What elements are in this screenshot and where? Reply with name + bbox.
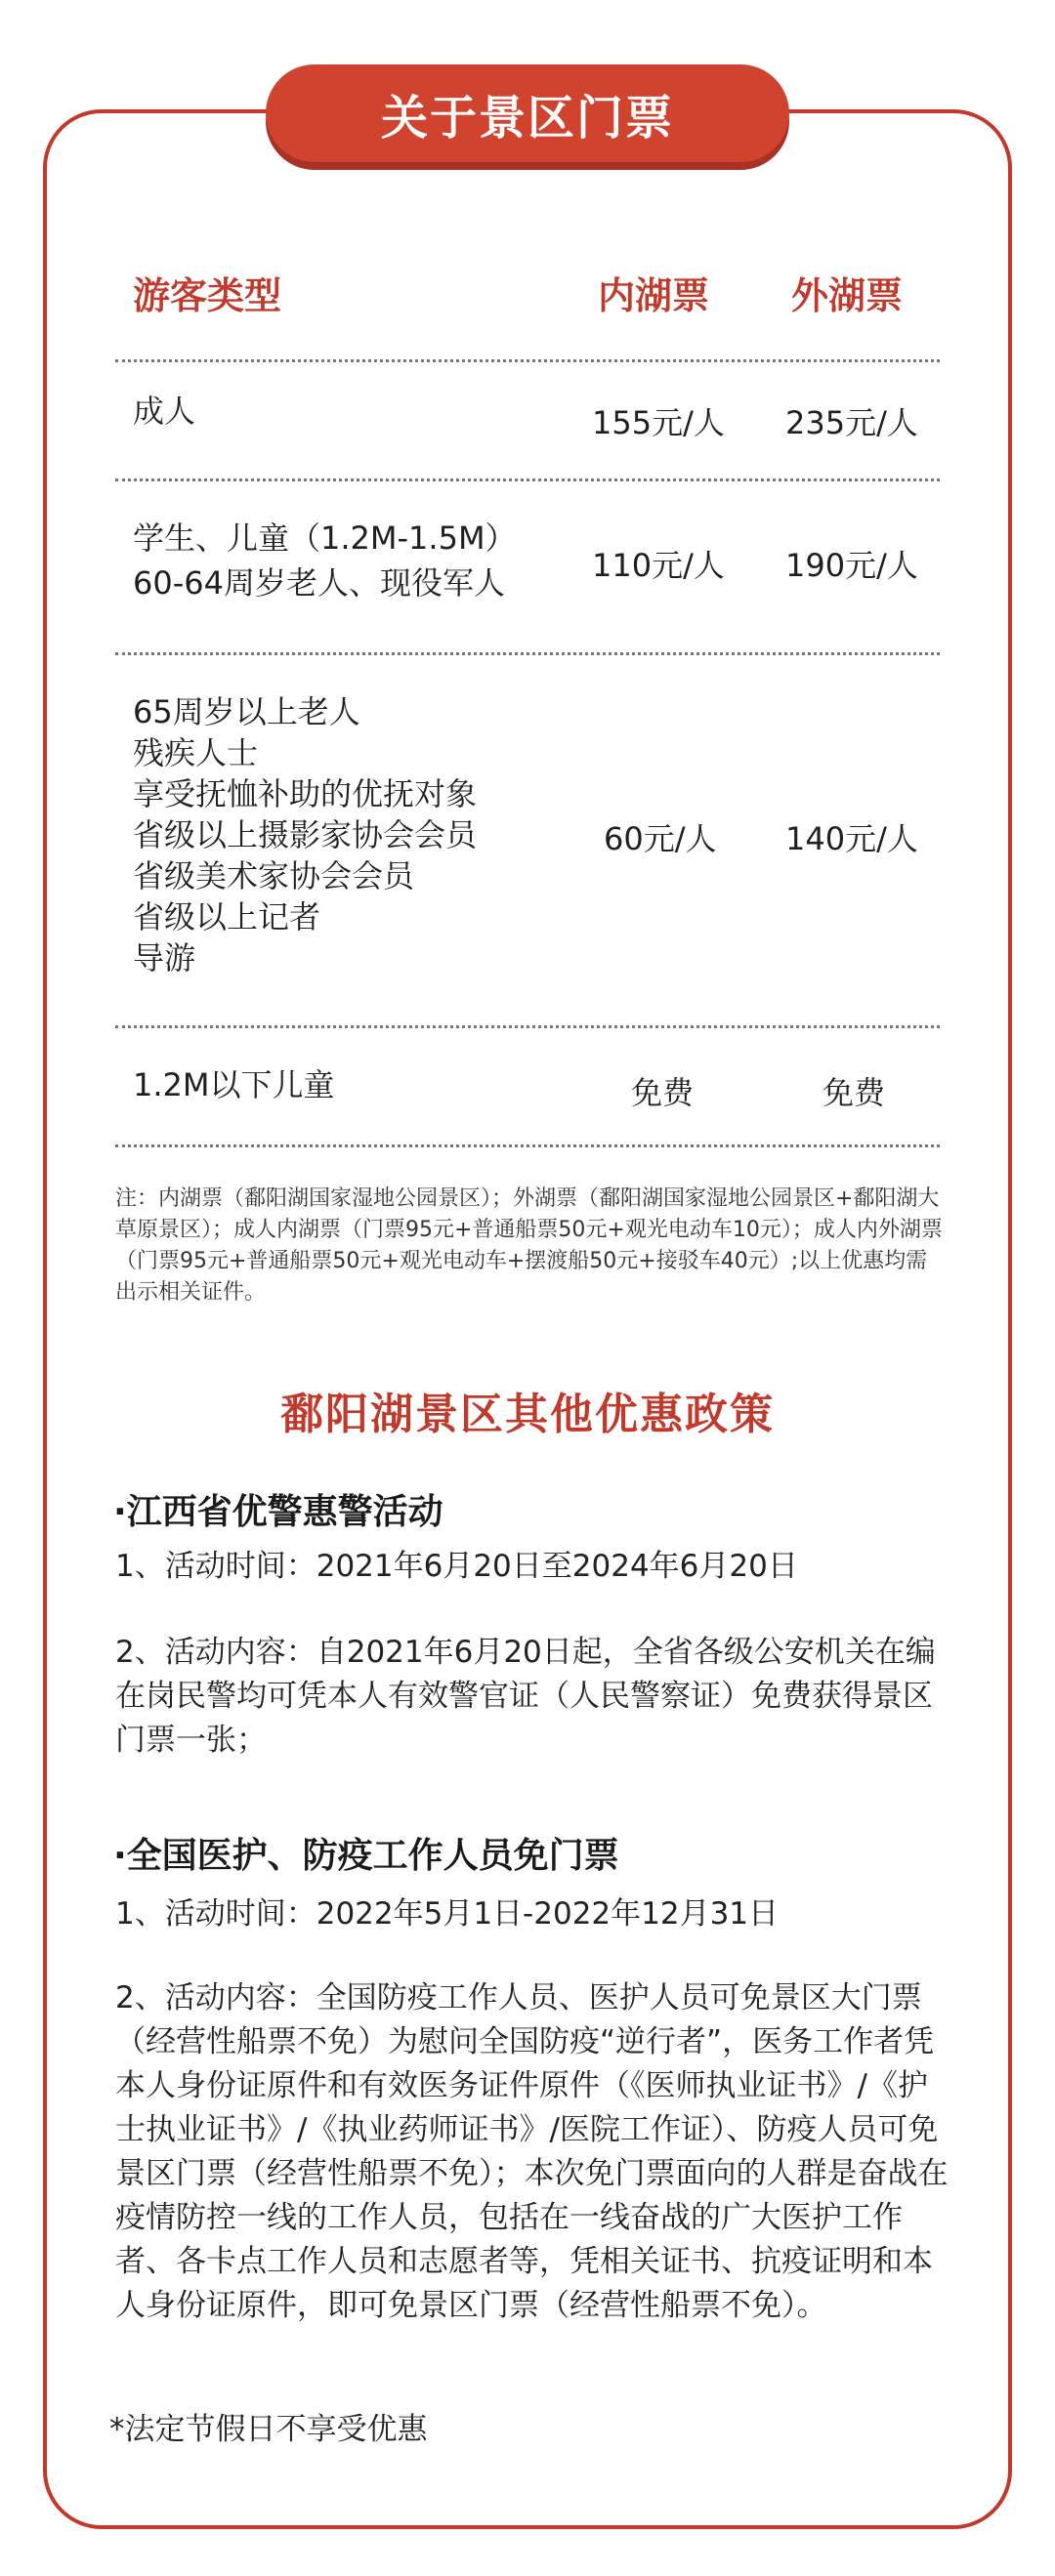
policy-title: ·江西省优警惠警活动 [113, 1492, 443, 1532]
page-title: 关于景区门票 [380, 90, 674, 145]
divider [115, 652, 940, 655]
row-inner-price: 60元/人 [604, 820, 717, 857]
header-outer-lake: 外湖票 [791, 274, 904, 317]
policy-time: 1、活动时间：2022年5月1日-2022年12月31日 [115, 1896, 780, 1932]
row-type-line: 60-64周岁老人、现役军人 [133, 564, 505, 602]
footnote: *法定节假日不享受优惠 [109, 2412, 428, 2447]
row-outer-price: 免费 [823, 1074, 886, 1111]
row-inner-price: 110元/人 [592, 547, 725, 584]
row-type-line: 省级美术家协会会员 [133, 857, 415, 894]
policies-title: 鄱阳湖景区其他优惠政策 [280, 1390, 775, 1439]
row-outer-price: 190元/人 [785, 547, 918, 584]
policy-time: 1、活动时间：2021年6月20日至2024年6月20日 [115, 1549, 798, 1584]
row-outer-price: 235元/人 [785, 404, 918, 441]
row-type-line: 学生、儿童（1.2M-1.5M） [133, 519, 517, 557]
divider [115, 1025, 940, 1028]
row-type-line: 65周岁以上老人 [133, 693, 360, 730]
row-inner-price: 155元/人 [592, 404, 725, 441]
row-outer-price: 140元/人 [785, 820, 918, 857]
header-inner-lake: 内湖票 [598, 274, 710, 317]
divider [115, 359, 940, 362]
row-type-line: 残疾人士 [133, 734, 259, 771]
row-type-line: 省级以上记者 [133, 898, 321, 935]
policy-content: 2、活动内容：全国防疫工作人员、医护人员可免景区大门票（经营性船票不免）为慰问全国防疫“逆行者”，医务工作者凭本人身份证原件和有效医务证件原件（《医师执业证书》/《护士执业证书》/《执业药师证书》/医院工作证）、防疫人员可免景区门票（经营性船票不免）；本次免门票面向的人群是奋战在疫情防控一线的工作人员，包括在一线奋战的广大医护工作者、各卡点工作人员和志愿者等，凭相关证书、抗疫证明和本人身份证原件，即可免景区门票（经营性船票不免）。 [115, 1980, 949, 2323]
header-visitor-type: 游客类型 [133, 274, 282, 317]
ticket-note: 注：内湖票（鄱阳湖国家湿地公园景区）；外湖票（鄱阳湖国家湿地公园景区+鄱阳湖大草原景区）；成人内湖票（门票95元+普通船票50元+观光电动车10元）；成人内外湖票（门票95元+普通船票50元+观光电动车+摆渡船50元+接驳车40元）;以上优惠均需出示相关证件。 [115, 1186, 943, 1305]
divider [115, 1144, 940, 1147]
row-type-line: 省级以上摄影家协会会员 [133, 816, 478, 853]
row-type-line: 成人 [133, 393, 196, 430]
policy-title: ·全国医护、防疫工作人员免门票 [113, 1836, 619, 1876]
row-inner-price: 免费 [631, 1074, 695, 1111]
row-type-line: 导游 [133, 939, 196, 976]
title-banner [266, 64, 789, 162]
row-type-line: 享受抚恤补助的优抚对象 [133, 775, 478, 812]
divider [115, 478, 940, 481]
policy-content: 2、活动内容：自2021年6月20日起，全省各级公安机关在编在岗民警均可凭本人有效警官证（人民警察证）免费获得景区门票一张； [115, 1635, 936, 1758]
row-type-line: 1.2M以下儿童 [133, 1066, 335, 1103]
